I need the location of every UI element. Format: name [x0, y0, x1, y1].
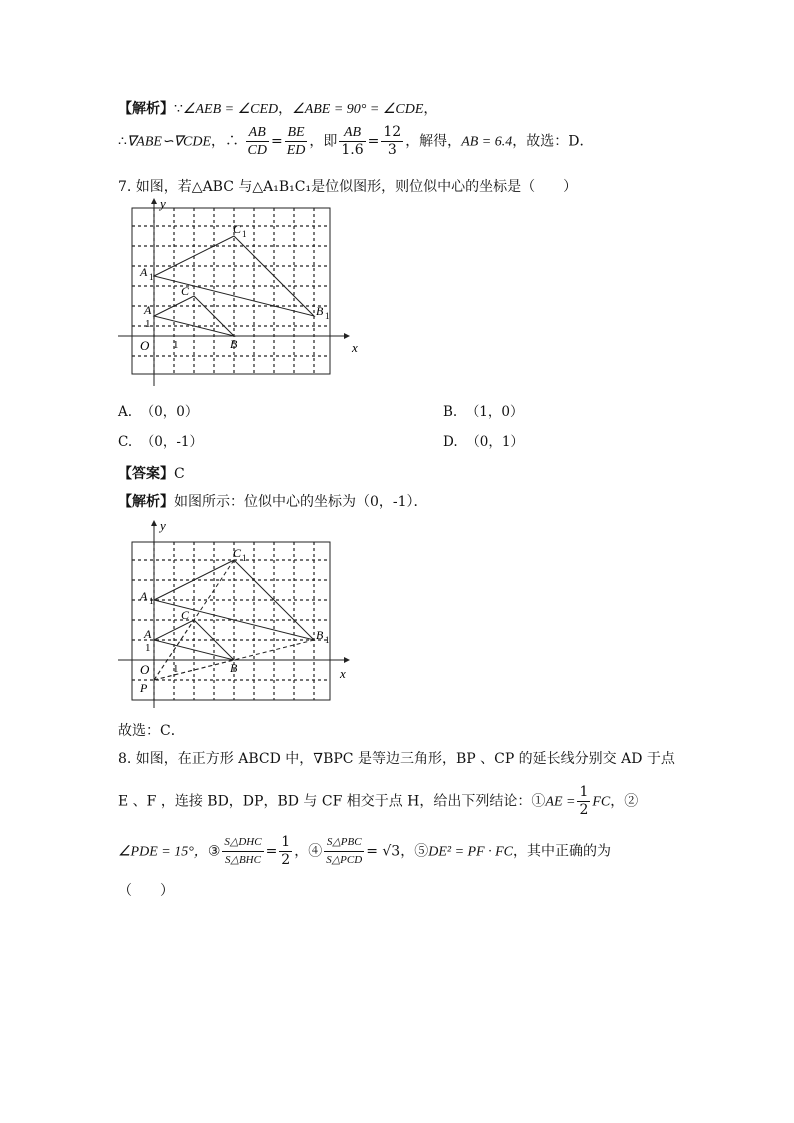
explain6-line1	[118, 98, 437, 118]
therefore-symbol: ∴	[118, 133, 127, 150]
comma: ，	[294, 843, 309, 860]
because-symbol: ∵	[174, 101, 183, 117]
angle-equation-2: ∠ABE = 90° = ∠CDE	[292, 102, 424, 117]
solve-text: ，解得，	[405, 133, 462, 150]
answer-value: C	[174, 466, 185, 482]
option-d[interactable]	[443, 430, 524, 450]
option-value: （0，0）	[140, 404, 199, 420]
y-arrow	[151, 198, 157, 204]
option-label: A.	[118, 404, 133, 420]
sqrt3-text: = √3，	[366, 843, 415, 860]
comma: ，	[610, 793, 625, 810]
frac-den: 3	[387, 142, 397, 158]
fraction-s1	[222, 834, 263, 869]
label-a: A	[144, 627, 152, 641]
y-arrow	[151, 520, 157, 526]
separator-end: ，	[423, 101, 438, 117]
option-a[interactable]	[118, 400, 198, 420]
option-value: （0，1）	[466, 434, 524, 450]
frac-den: 2	[281, 852, 291, 868]
q7-stem: 7. 如图，若△ABC 与△A₁B₁C₁是位似图形，则位似中心的坐标是（ ）	[118, 179, 578, 195]
fraction-half-2	[279, 834, 292, 869]
frac-num: S△DHC	[222, 834, 263, 852]
q8-line1: 8. 如图，在正方形 ABCD 中，∇BPC 是等边三角形，BP 、CP 的延长线分别交 AD 于点	[118, 751, 675, 767]
fc-text: FC	[592, 794, 611, 810]
label-o: O	[140, 662, 150, 677]
label-p: P	[140, 681, 148, 695]
frac-num: S△PBC	[324, 834, 364, 852]
label-c: C	[181, 284, 190, 298]
separator: ，	[278, 101, 293, 117]
label-1y: 1	[145, 318, 151, 330]
angle-equation-1: ∠AEB = ∠CED	[182, 102, 279, 117]
fraction-be-ed	[285, 124, 308, 159]
therefore-text: ，∴	[211, 133, 240, 150]
explain-tag: 【解析】	[118, 494, 174, 510]
label-b1-sub: 1	[325, 311, 330, 321]
label-c1: C	[233, 222, 242, 236]
label-c1-sub: 1	[242, 553, 247, 563]
label-a1-sub: 1	[149, 596, 154, 606]
q7-conclusion: 故选：C．	[118, 723, 185, 739]
label-c1: C	[233, 546, 242, 560]
circle-4: ④	[308, 843, 323, 860]
option-b[interactable]	[443, 400, 524, 420]
frac-num: 1	[579, 784, 589, 800]
grid-lines	[132, 542, 330, 700]
label-1y: 1	[145, 642, 151, 654]
label-1x: 1	[173, 663, 179, 675]
fraction-ab-1.6	[339, 124, 365, 159]
explain-tag: 【解析】	[118, 101, 174, 117]
label-y: y	[160, 196, 166, 211]
frac-den: S△BHC	[224, 854, 261, 866]
x-arrow	[344, 333, 350, 339]
similar-statement: ∇ABE∽∇CDE	[126, 134, 212, 150]
fraction-ab-cd	[246, 124, 269, 159]
label-x: x	[352, 340, 358, 355]
result: AB = 6.4	[461, 134, 513, 150]
figure-2	[118, 518, 358, 710]
frac-den: ED	[286, 143, 306, 158]
equals: =	[270, 133, 283, 150]
label-a1: A	[140, 265, 148, 279]
option-c[interactable]	[118, 430, 203, 450]
q8-paren: （ ）	[118, 883, 174, 899]
de-text: DE² = PF · FC	[428, 844, 514, 860]
explain6-line2	[118, 124, 593, 159]
label-y: y	[160, 518, 166, 533]
frac-den: 1.6	[341, 142, 364, 158]
q7-explain	[118, 491, 428, 511]
frac-num: 1	[281, 834, 291, 850]
option-value: （1，0）	[465, 404, 524, 420]
q8-line3	[118, 834, 611, 869]
label-b: B	[230, 337, 238, 351]
fraction-s2	[324, 834, 364, 869]
figure-1	[118, 196, 358, 388]
q7-answer	[118, 463, 185, 483]
frac-den: CD	[247, 143, 267, 158]
label-b1: B	[316, 628, 324, 642]
ji-text: ，即	[309, 133, 338, 150]
label-b: B	[230, 661, 238, 675]
label-c1-sub: 1	[242, 229, 247, 239]
explain-text: 如图所示：位似中心的坐标为（0，-1）．	[174, 494, 428, 510]
label-a: A	[144, 303, 152, 317]
label-a1-sub: 1	[149, 272, 154, 282]
equals: =	[265, 843, 278, 860]
label-b1: B	[316, 304, 324, 318]
frac-num: BE	[285, 124, 308, 142]
equals: =	[367, 133, 380, 150]
label-1x: 1	[173, 339, 179, 351]
frac-num: AB	[246, 124, 269, 142]
label-c: C	[181, 608, 190, 622]
label-a1: A	[140, 589, 148, 603]
ae-text: AE =	[545, 794, 576, 810]
fraction-12-3	[381, 124, 403, 159]
tail-text: ，其中正确的为	[513, 843, 612, 860]
circle-3: ③	[207, 843, 221, 860]
circle-2: ②	[624, 793, 639, 810]
q8-line2	[118, 784, 638, 819]
label-o: O	[140, 338, 150, 353]
label-b1-sub: 1	[325, 635, 330, 645]
x-arrow	[344, 657, 350, 663]
frac-den: 2	[579, 802, 589, 818]
frac-num: 12	[383, 124, 402, 140]
option-value: （0，-1）	[140, 434, 203, 450]
circle-5: ⑤	[414, 843, 429, 860]
choose-text: ，故选：D．	[512, 133, 594, 150]
option-label: C.	[118, 434, 133, 450]
fraction-half	[577, 784, 590, 819]
label-x: x	[340, 666, 346, 681]
frac-num: AB	[339, 124, 365, 142]
option-label: D.	[443, 434, 458, 450]
frac-den: S△PCD	[326, 854, 363, 866]
answer-tag: 【答案】	[118, 466, 174, 482]
grid-border	[132, 542, 330, 700]
option-label: B.	[443, 404, 458, 420]
pde-text: ∠PDE = 15°，	[118, 844, 208, 860]
q8-line2-text: E 、F ，连接 BD，DP，BD 与 CF 相交于点 H，给出下列结论：	[118, 793, 532, 810]
circle-1: ①	[531, 793, 546, 810]
